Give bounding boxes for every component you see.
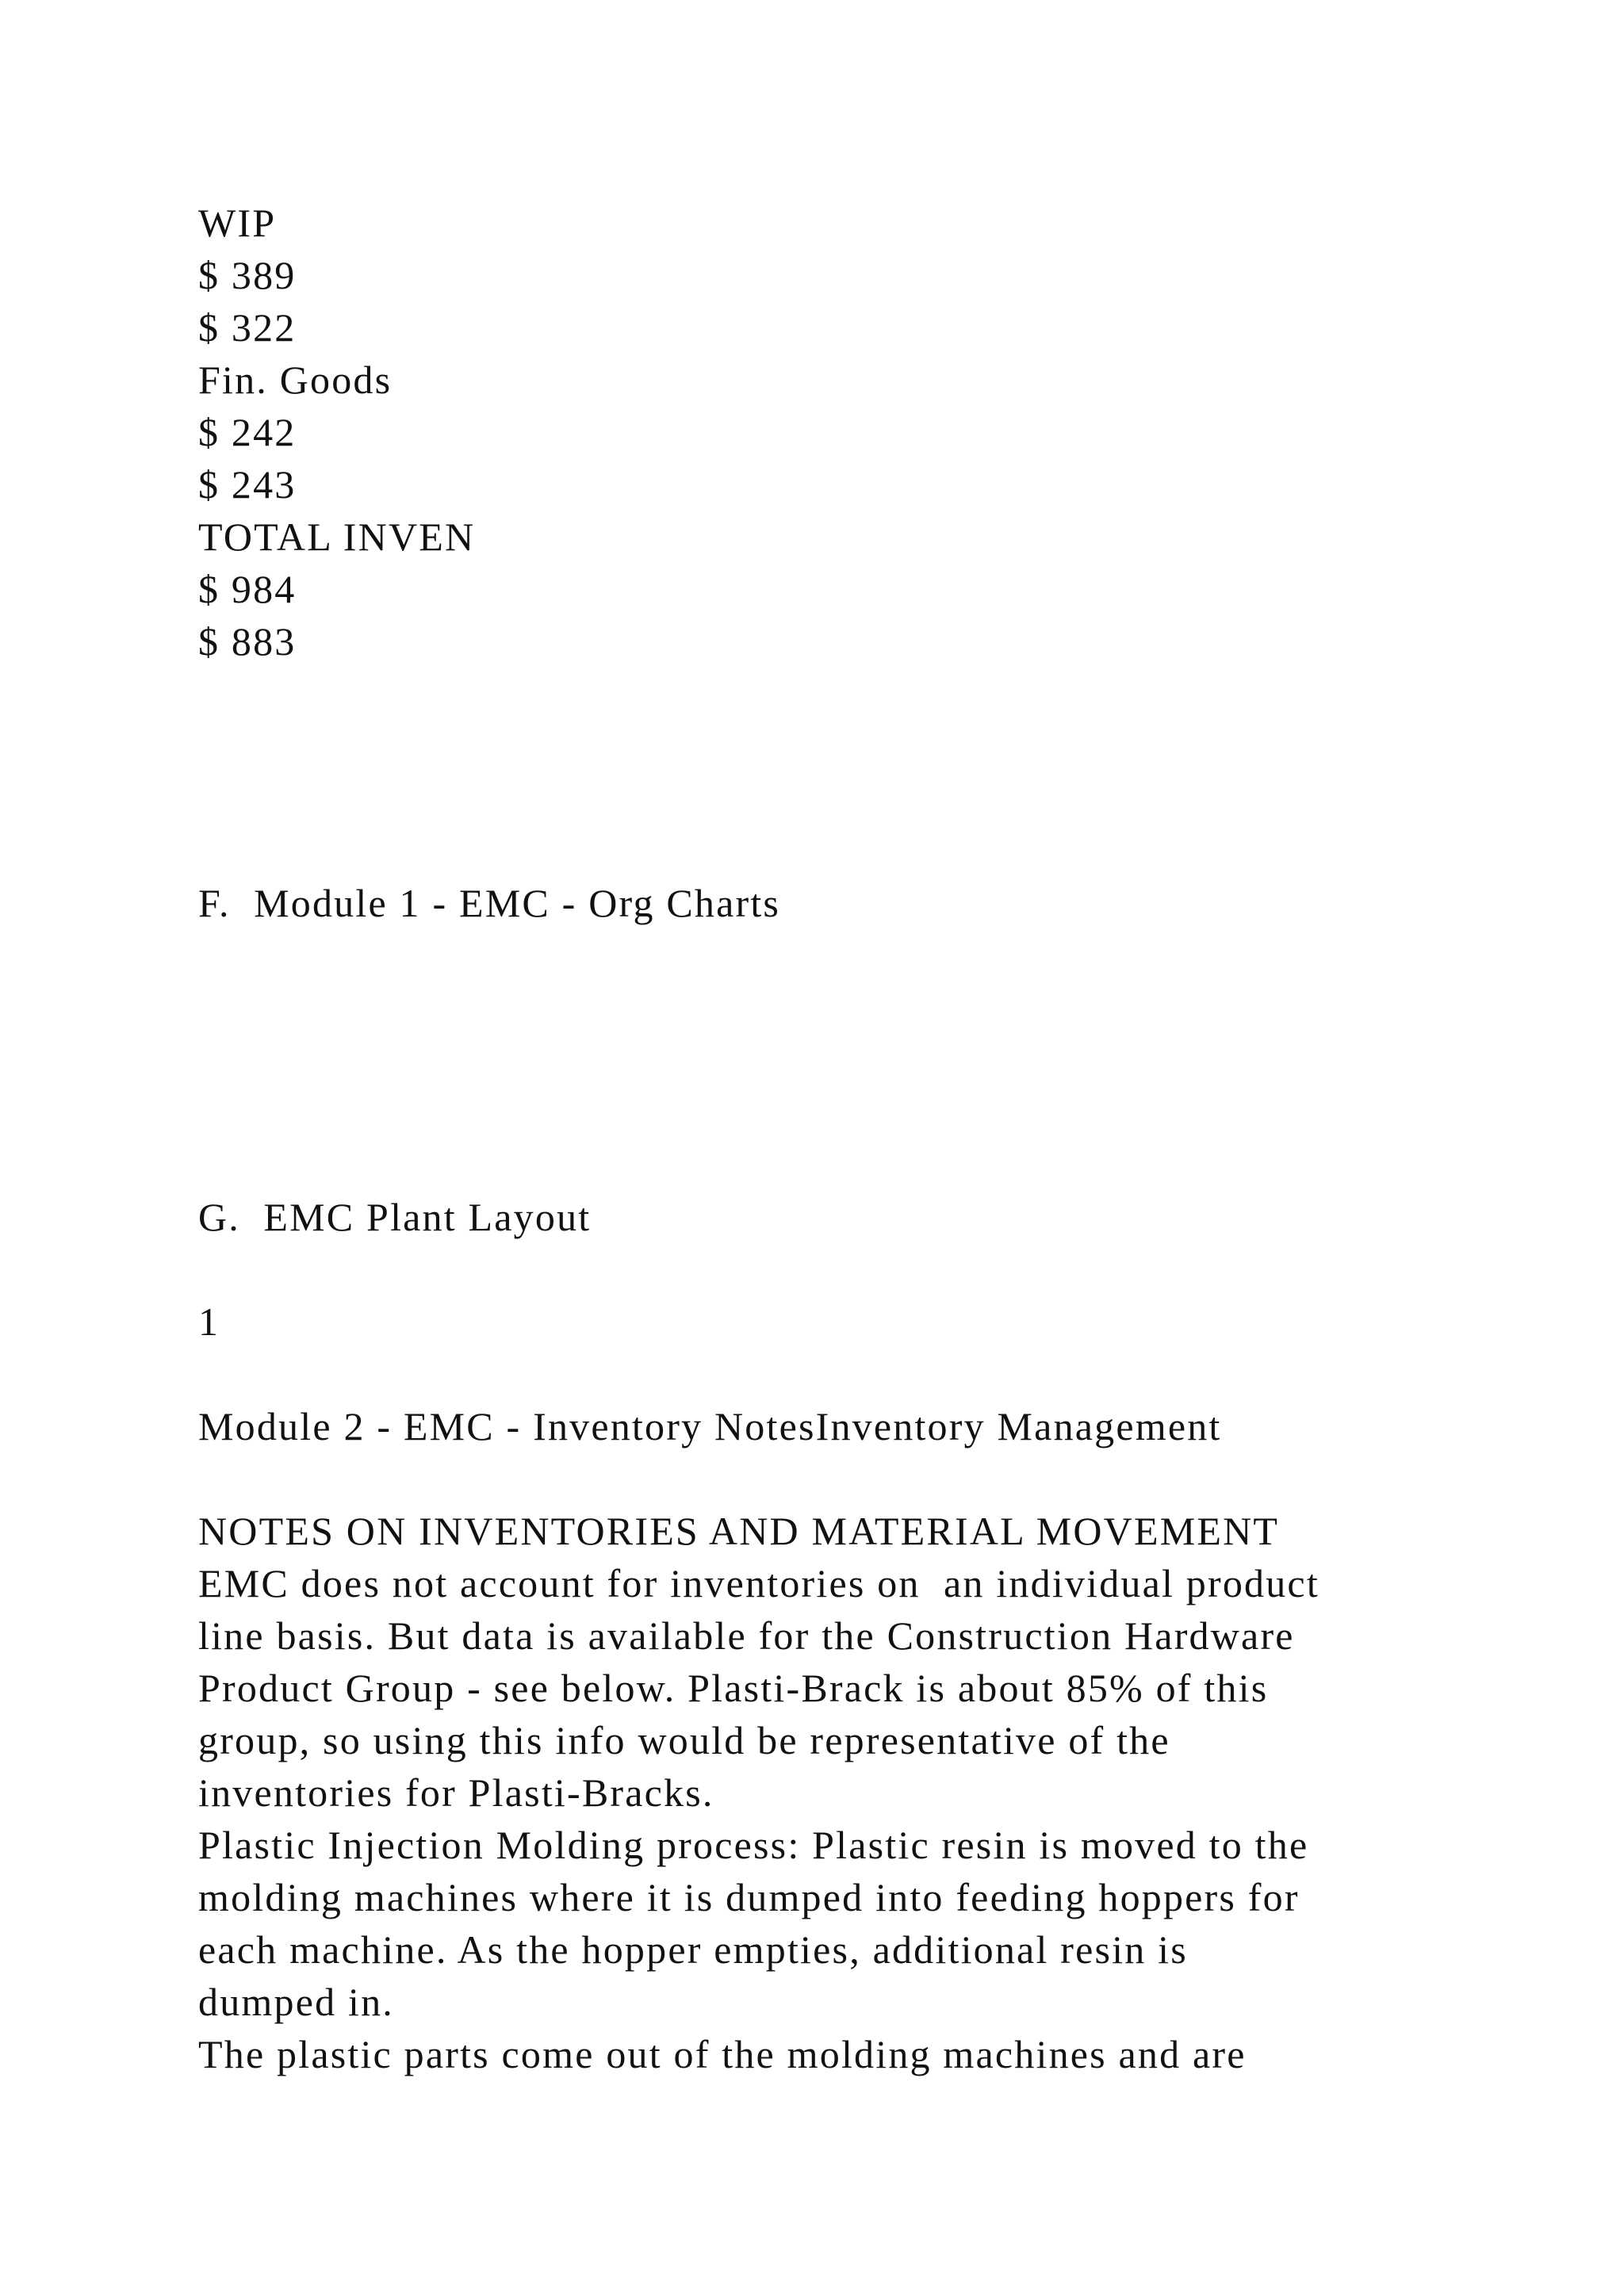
wip-value-2: $ 322 <box>198 305 297 350</box>
total-inventory-value-1: $ 984 <box>198 567 297 611</box>
notes-line: line basis. But data is available for the Construction Hardware <box>198 1613 1295 1658</box>
notes-line: each machine. As the hopper empties, additional resin is <box>198 1927 1188 1972</box>
fin-goods-label: Fin. Goods <box>198 358 393 402</box>
notes-line: group, so using this info would be representative of the <box>198 1718 1170 1762</box>
notes-line: molding machines where it is dumped into feeding hoppers for <box>198 1875 1300 1919</box>
notes-line: The plastic parts come out of the molding machines and are <box>198 2032 1247 2076</box>
page-number: 1 <box>198 1299 220 1344</box>
notes-line: inventories for Plasti-Bracks. <box>198 1770 714 1815</box>
notes-line: dumped in. <box>198 1980 394 2024</box>
org-charts-heading: F. Module 1 - EMC - Org Charts <box>198 881 781 925</box>
notes-line: Product Group - see below. Plasti-Brack is about 85% of this <box>198 1666 1269 1710</box>
total-inventory-label: TOTAL INVEN <box>198 515 476 559</box>
notes-line: Plastic Injection Molding process: Plastic resin is moved to the <box>198 1823 1309 1867</box>
notes-line: EMC does not account for inventories on an individual product <box>198 1561 1320 1605</box>
total-inventory-value-2: $ 883 <box>198 619 297 664</box>
fin-goods-value-1: $ 242 <box>198 410 297 454</box>
fin-goods-value-2: $ 243 <box>198 462 297 507</box>
wip-value-1: $ 389 <box>198 253 297 297</box>
wip-label: WIP <box>198 201 277 245</box>
plant-layout-heading: G. EMC Plant Layout <box>198 1195 592 1239</box>
module-2-heading: Module 2 - EMC - Inventory NotesInventory Management <box>198 1404 1222 1448</box>
notes-heading: NOTES ON INVENTORIES AND MATERIAL MOVEMENT <box>198 1509 1280 1553</box>
